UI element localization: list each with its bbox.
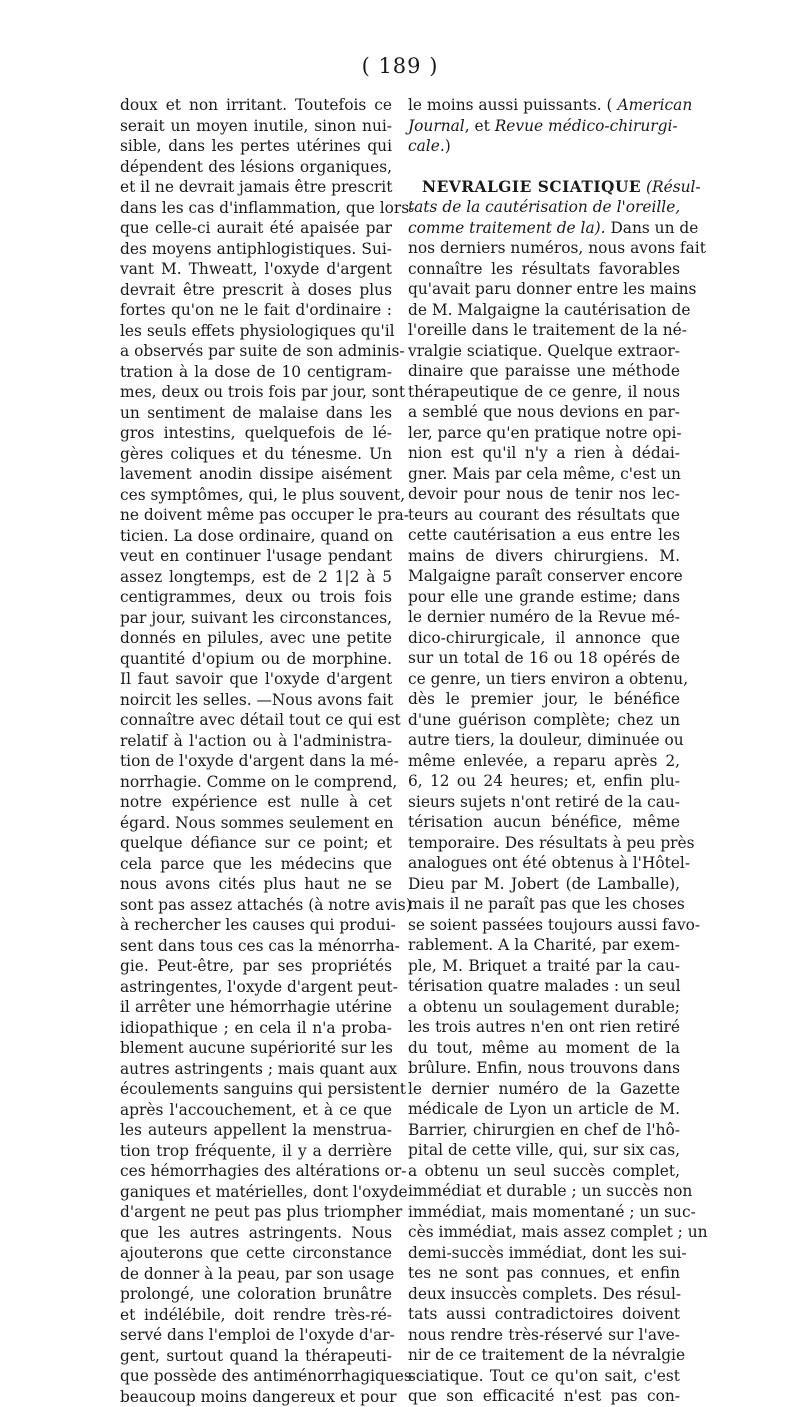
text-line: d'une guérison complète; chez un: [408, 710, 680, 731]
text-line: Il faut savoir que l'oxyde d'argent: [120, 669, 392, 690]
text-line: ces symptômes, qui, le plus souvent,: [120, 485, 392, 506]
text-line: veut en continuer l'usage pendant: [120, 546, 392, 567]
text-line: pital de cette ville, qui, sur six cas,: [408, 1140, 680, 1161]
text-line: sieurs sujets n'ont retiré de la cau-: [408, 792, 680, 813]
text-line: les seuls effets physiologiques qu'il: [120, 321, 392, 342]
text-line: de M. Malgaigne la cautérisation de: [408, 300, 680, 321]
text-line: tration à la dose de 10 centigram-: [120, 362, 392, 383]
text-line: ple, M. Briquet a traité par la cau-: [408, 956, 680, 977]
text-line: sur un total de 16 ou 18 opérés de: [408, 648, 680, 669]
text-line: devoir pour nous de tenir nos lec-: [408, 484, 680, 505]
text-line: a observés par suite de son adminis-: [120, 341, 392, 362]
text-line: dinaire que paraisse une méthode: [408, 361, 680, 382]
right-intro-line: Journal, et Revue médico-chirurgi-: [408, 116, 680, 137]
text-line: Dieu par M. Jobert (de Lamballe),: [408, 874, 680, 895]
text-line: idiopathique ; en cela il n'a proba-: [120, 1018, 392, 1039]
text-line: nir de ce traitement de la névralgie: [408, 1345, 680, 1366]
text-line: dico-chirurgicale, il annonce que: [408, 628, 680, 649]
text-line: teurs au courant des résultats que: [408, 505, 680, 526]
text-line: que possède des antiménorrhagiques: [120, 1366, 392, 1387]
text-line: cès immédiat, mais assez complet ; un: [408, 1222, 680, 1243]
section-gap: [408, 157, 680, 177]
text-line: sent dans tous ces cas la ménorrha-: [120, 936, 392, 957]
text-line: l'oreille dans le traitement de la né-: [408, 320, 680, 341]
text-line: 6, 12 ou 24 heures; et, enfin plu-: [408, 771, 680, 792]
text-line: les trois autres n'en ont rien retiré: [408, 1017, 680, 1038]
text-line: astringentes, l'oxyde d'argent peut-: [120, 977, 392, 998]
text-line: gent, surtout quand la thérapeuti-: [120, 1346, 392, 1367]
text-line: mais il ne paraît pas que les choses: [408, 894, 680, 915]
text-line: Malgaigne paraît conserver encore: [408, 566, 680, 587]
text-line: nos derniers numéros, nous avons fait: [408, 238, 680, 259]
text-line: serait un moyen inutile, sinon nui-: [120, 116, 392, 137]
text-line: tes ne sont pas connues, et enfin: [408, 1263, 680, 1284]
text-line: noircit les selles. —Nous avons fait: [120, 690, 392, 711]
text-line: même enlevée, a reparu après 2,: [408, 751, 680, 772]
text-line: Barrier, chirurgien en chef de l'hô-: [408, 1120, 680, 1141]
text-line: il arrêter une hémorrhagie utérine: [120, 997, 392, 1018]
text-line: temporaire. Des résultats à peu près: [408, 833, 680, 854]
text-line: dépendent des lésions organiques,: [120, 157, 392, 178]
text-line: thérapeutique de ce genre, il nous: [408, 382, 680, 403]
text-line: le dernier numéro de la Revue mé-: [408, 607, 680, 628]
text-line: à rechercher les causes qui produi-: [120, 915, 392, 936]
text-line: a obtenu un soulagement durable;: [408, 997, 680, 1018]
text-line: mains de divers chirurgiens. M.: [408, 546, 680, 567]
text-line: assez longtemps, est de 2 1|2 à 5: [120, 567, 392, 588]
right-intro-line: cale.): [408, 136, 680, 157]
text-line: ces hémorrhagies des altérations or-: [120, 1161, 392, 1182]
text-line: donnés en pilules, avec une petite: [120, 628, 392, 649]
text-line: après l'accouchement, et à ce que: [120, 1100, 392, 1121]
text-line: cela parce que les médecins que: [120, 854, 392, 875]
text-line: norrhagie. Comme on le comprend,: [120, 772, 392, 793]
text-line: par jour, suivant les circonstances,: [120, 608, 392, 629]
text-line: gie. Peut-être, par ses propriétés: [120, 956, 392, 977]
text-line: térisation aucun bénéfice, même: [408, 812, 680, 833]
text-line: quelque défiance sur ce point; et: [120, 833, 392, 854]
text-line: ce genre, un tiers environ a obtenu,: [408, 669, 680, 690]
text-line: que celle-ci aurait été apaisée par: [120, 218, 392, 239]
text-line: lavement anodin dissipe aisément: [120, 464, 392, 485]
text-line: deux insuccès complets. Des résul-: [408, 1284, 680, 1305]
text-line: égard. Nous sommes seulement en: [120, 813, 392, 834]
text-line: relatif à l'action ou à l'administra-: [120, 731, 392, 752]
text-line: que son efficacité n'est pas con-: [408, 1386, 680, 1407]
text-line: gères coliques et du ténesme. Un: [120, 444, 392, 465]
text-line: gros intestins, quelquefois de lé-: [120, 423, 392, 444]
section-heading: NEVRALGIE SCIATIQUE (Résul-: [408, 177, 680, 198]
text-line: rablement. A la Charité, par exem-: [408, 935, 680, 956]
text-line: connaître les résultats favorables: [408, 259, 680, 280]
text-line: nous avons cités plus haut ne se: [120, 874, 392, 895]
text-line: ticien. La dose ordinaire, quand on: [120, 526, 392, 547]
text-line: les auteurs appellent la menstrua-: [120, 1120, 392, 1141]
text-line: centigrammes, deux ou trois fois: [120, 587, 392, 608]
text-line: autres astringents ; mais quant aux: [120, 1059, 392, 1080]
text-line: cette cautérisation a eus entre les: [408, 525, 680, 546]
text-line: vant M. Thweatt, l'oxyde d'argent: [120, 259, 392, 280]
text-line: a semblé que nous devions en par-: [408, 402, 680, 423]
right-column: [408, 95, 680, 1407]
text-line: du tout, même au moment de la: [408, 1038, 680, 1059]
text-line: analogues ont été obtenus à l'Hôtel-: [408, 853, 680, 874]
text-line: sible, dans les pertes utérines qui: [120, 136, 392, 157]
text-line: sciatique. Tout ce qu'on sait, c'est: [408, 1366, 680, 1387]
text-line: immédiat et durable ; un succès non: [408, 1181, 680, 1202]
text-line: et indélébile, doit rendre très-ré-: [120, 1305, 392, 1326]
text-line: d'argent ne peut pas plus triompher: [120, 1202, 392, 1223]
text-line: nion est qu'il n'y a rien à dédai-: [408, 443, 680, 464]
text-line: blement aucune supériorité sur les: [120, 1038, 392, 1059]
text-line: dans les cas d'inflammation, que lors-: [120, 198, 392, 219]
text-line: des moyens antiphlogistiques. Sui-: [120, 239, 392, 260]
text-line: immédiat, mais momentané ; un suc-: [408, 1202, 680, 1223]
text-line: mes, deux ou trois fois par jour, sont: [120, 382, 392, 403]
text-line: se soient passées toujours aussi favo-: [408, 915, 680, 936]
text-line: qu'avait paru donner entre les mains: [408, 279, 680, 300]
text-line: autre tiers, la douleur, diminuée ou: [408, 730, 680, 751]
text-line: gner. Mais par cela même, c'est un: [408, 464, 680, 485]
text-line: et il ne devrait jamais être prescrit: [120, 177, 392, 198]
text-line: doux et non irritant. Toutefois ce: [120, 95, 392, 116]
text-line: écoulements sanguins qui persistent: [120, 1079, 392, 1100]
text-line: beaucoup moins dangereux et pour: [120, 1387, 392, 1407]
text-line: que les autres astringents. Nous: [120, 1223, 392, 1244]
text-line: de donner à la peau, par son usage: [120, 1264, 392, 1285]
text-line: ganiques et matérielles, dont l'oxyde: [120, 1182, 392, 1203]
text-line: tion trop fréquente, il y a derrière: [120, 1141, 392, 1162]
text-line: a obtenu un seul succès complet,: [408, 1161, 680, 1182]
text-line: tats aussi contradictoires doivent: [408, 1304, 680, 1325]
text-line: servé dans l'emploi de l'oxyde d'ar-: [120, 1325, 392, 1346]
left-column: [120, 95, 392, 1407]
text-line: dès le premier jour, le bénéfice: [408, 689, 680, 710]
right-intro-line: le moins aussi puissants. ( American: [408, 95, 680, 116]
text-line: connaître avec détail tout ce qui est: [120, 710, 392, 731]
text-line: ne doivent même pas occuper le pra-: [120, 505, 392, 526]
text-line: médicale de Lyon un article de M.: [408, 1099, 680, 1120]
text-line: un sentiment de malaise dans les: [120, 403, 392, 424]
text-line: vralgie sciatique. Quelque extraor-: [408, 341, 680, 362]
text-line: ler, parce qu'en pratique notre opi-: [408, 423, 680, 444]
page-number: ( 189 ): [300, 54, 500, 78]
text-line: tion de l'oxyde d'argent dans la mé-: [120, 751, 392, 772]
text-line: fortes qu'on ne le fait d'ordinaire :: [120, 300, 392, 321]
section-heading-line: comme traitement de la). Dans un de: [408, 218, 680, 239]
text-line: quantité d'opium ou de morphine.: [120, 649, 392, 670]
text-line: prolongé, une coloration brunâtre: [120, 1284, 392, 1305]
text-line: notre expérience est nulle à cet: [120, 792, 392, 813]
text-line: nous rendre très-réservé sur l'ave-: [408, 1325, 680, 1346]
text-line: ajouterons que cette circonstance: [120, 1243, 392, 1264]
text-line: pour elle une grande estime; dans: [408, 587, 680, 608]
text-line: brûlure. Enfin, nous trouvons dans: [408, 1058, 680, 1079]
text-line: demi-succès immédiat, dont les sui-: [408, 1243, 680, 1264]
text-line: térisation quatre malades : un seul: [408, 976, 680, 997]
text-line: devrait être prescrit à doses plus: [120, 280, 392, 301]
text-line: sont pas assez attachés (à notre avis): [120, 895, 392, 916]
section-heading-line: tats de la cautérisation de l'oreille,: [408, 197, 680, 218]
text-line: le dernier numéro de la Gazette: [408, 1079, 680, 1100]
